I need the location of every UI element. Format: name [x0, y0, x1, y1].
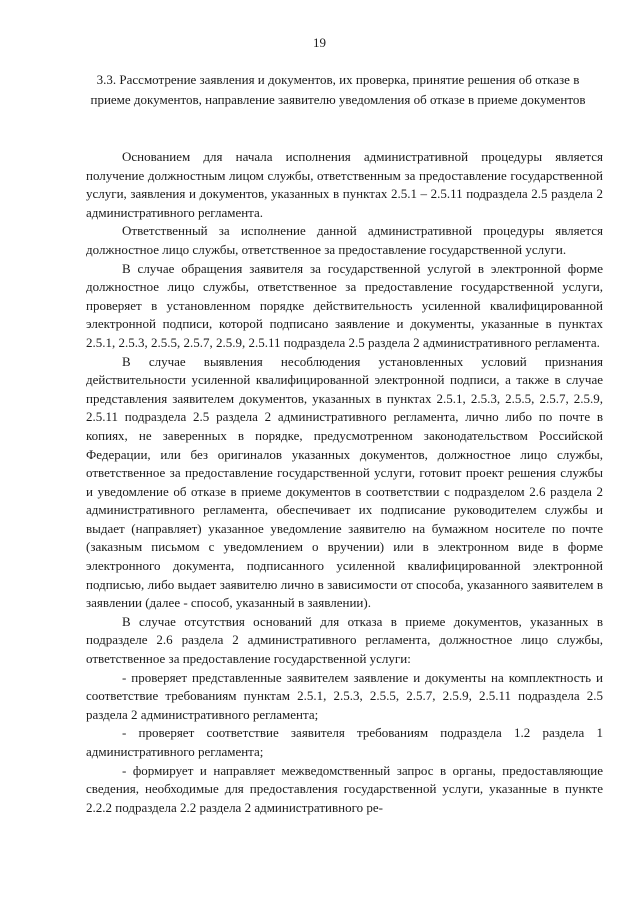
paragraph-4: В случае выявления несоблюдения установленных условий признания действительности усиленной квалифицированной электронной подписи, а также в случае представления заявителем документов, указанных в пунктах 2.5.1, 2.5.3, 2.5.5, 2.5.7, 2.5.9, 2.5.11 подраздела 2.5 раздела 2 административного регламента, лично либо по почте в копиях, не заверенных в порядке, предусмотренном законодательством Российской Федерации, или без оригиналов указанных документов, должностное лицо службы, ответственное за предоставление государственной услуги, готовит проект решения службы и уведомление об отказе в приеме документов в соответствии с подразделом 2.6 раздела 2 административного регламента, обеспечивает их подписание руководителем службы и выдает (направляет) указанное уведомление заявителю на бумажном носителе по почте (заказным письмом с уведомлением о вручении) или в электронном виде в форме электронного документа, подписанного усиленной квалифицированной электронной подписью, либо выдает заявителю лично в зависимости от способа, указанного заявителем в заявлении (далее - способ, указанный в заявлении). [86, 353, 603, 611]
section-title: 3.3. Рассмотрение заявления и документов, их проверка, принятие решения об отказе в приеме документов, направление заявителю уведомления об отказе в приеме документов [90, 72, 586, 107]
paragraph-3: В случае обращения заявителя за государственной услугой в электронной форме должностное лицо службы, ответственное за предоставление государственной услуги, проверяет в установленном порядке действительность усиленной квалифицированной электронной подписи, которой подписано заявление и документы, указанные в пунктах 2.5.1, 2.5.3, 2.5.5, 2.5.7, 2.5.9, 2.5.11 подраздела 2.5 раздела 2 административного регламента. [86, 260, 603, 350]
list-item-3: - формирует и направляет межведомственный запрос в органы, предоставляющие сведения, необходимые для предоставления государственной услуги, указанные в пункте 2.2.2 подраздела 2.2 раздела 2 административного ре- [86, 762, 603, 815]
list-item-2: - проверяет соответствие заявителя требованиям подраздела 1.2 раздела 1 административного регламента; [86, 725, 603, 759]
list-item-1: - проверяет представленные заявителем заявление и документы на комплектность и соответствие требованиям пунктам 2.5.1, 2.5.3, 2.5.5, 2.5.7, 2.5.9, 2.5.11 подраздела 2.5 раздела 2 административного регламента; [86, 669, 603, 722]
paragraph-1: Основанием для начала исполнения административной процедуры является получение должностным лицом службы, ответственным за предоставление государственной услуги, заявления и документов, указанных в пунктах 2.5.1 – 2.5.11 подраздела 2.5 раздела 2 административного регламента. [86, 149, 603, 220]
body-text [86, 148, 603, 817]
paragraph-2: Ответственный за исполнение данной административной процедуры является должностное лицо службы, ответственное за предоставление государственной услуги. [86, 223, 603, 257]
paragraph-5: В случае отсутствия оснований для отказа в приеме документов, указанных в подразделе 2.6 раздела 2 административного регламента, должностное лицо службы, ответственное за предоставление государственной услуги: [86, 613, 603, 667]
page-number: 19 [313, 35, 326, 50]
